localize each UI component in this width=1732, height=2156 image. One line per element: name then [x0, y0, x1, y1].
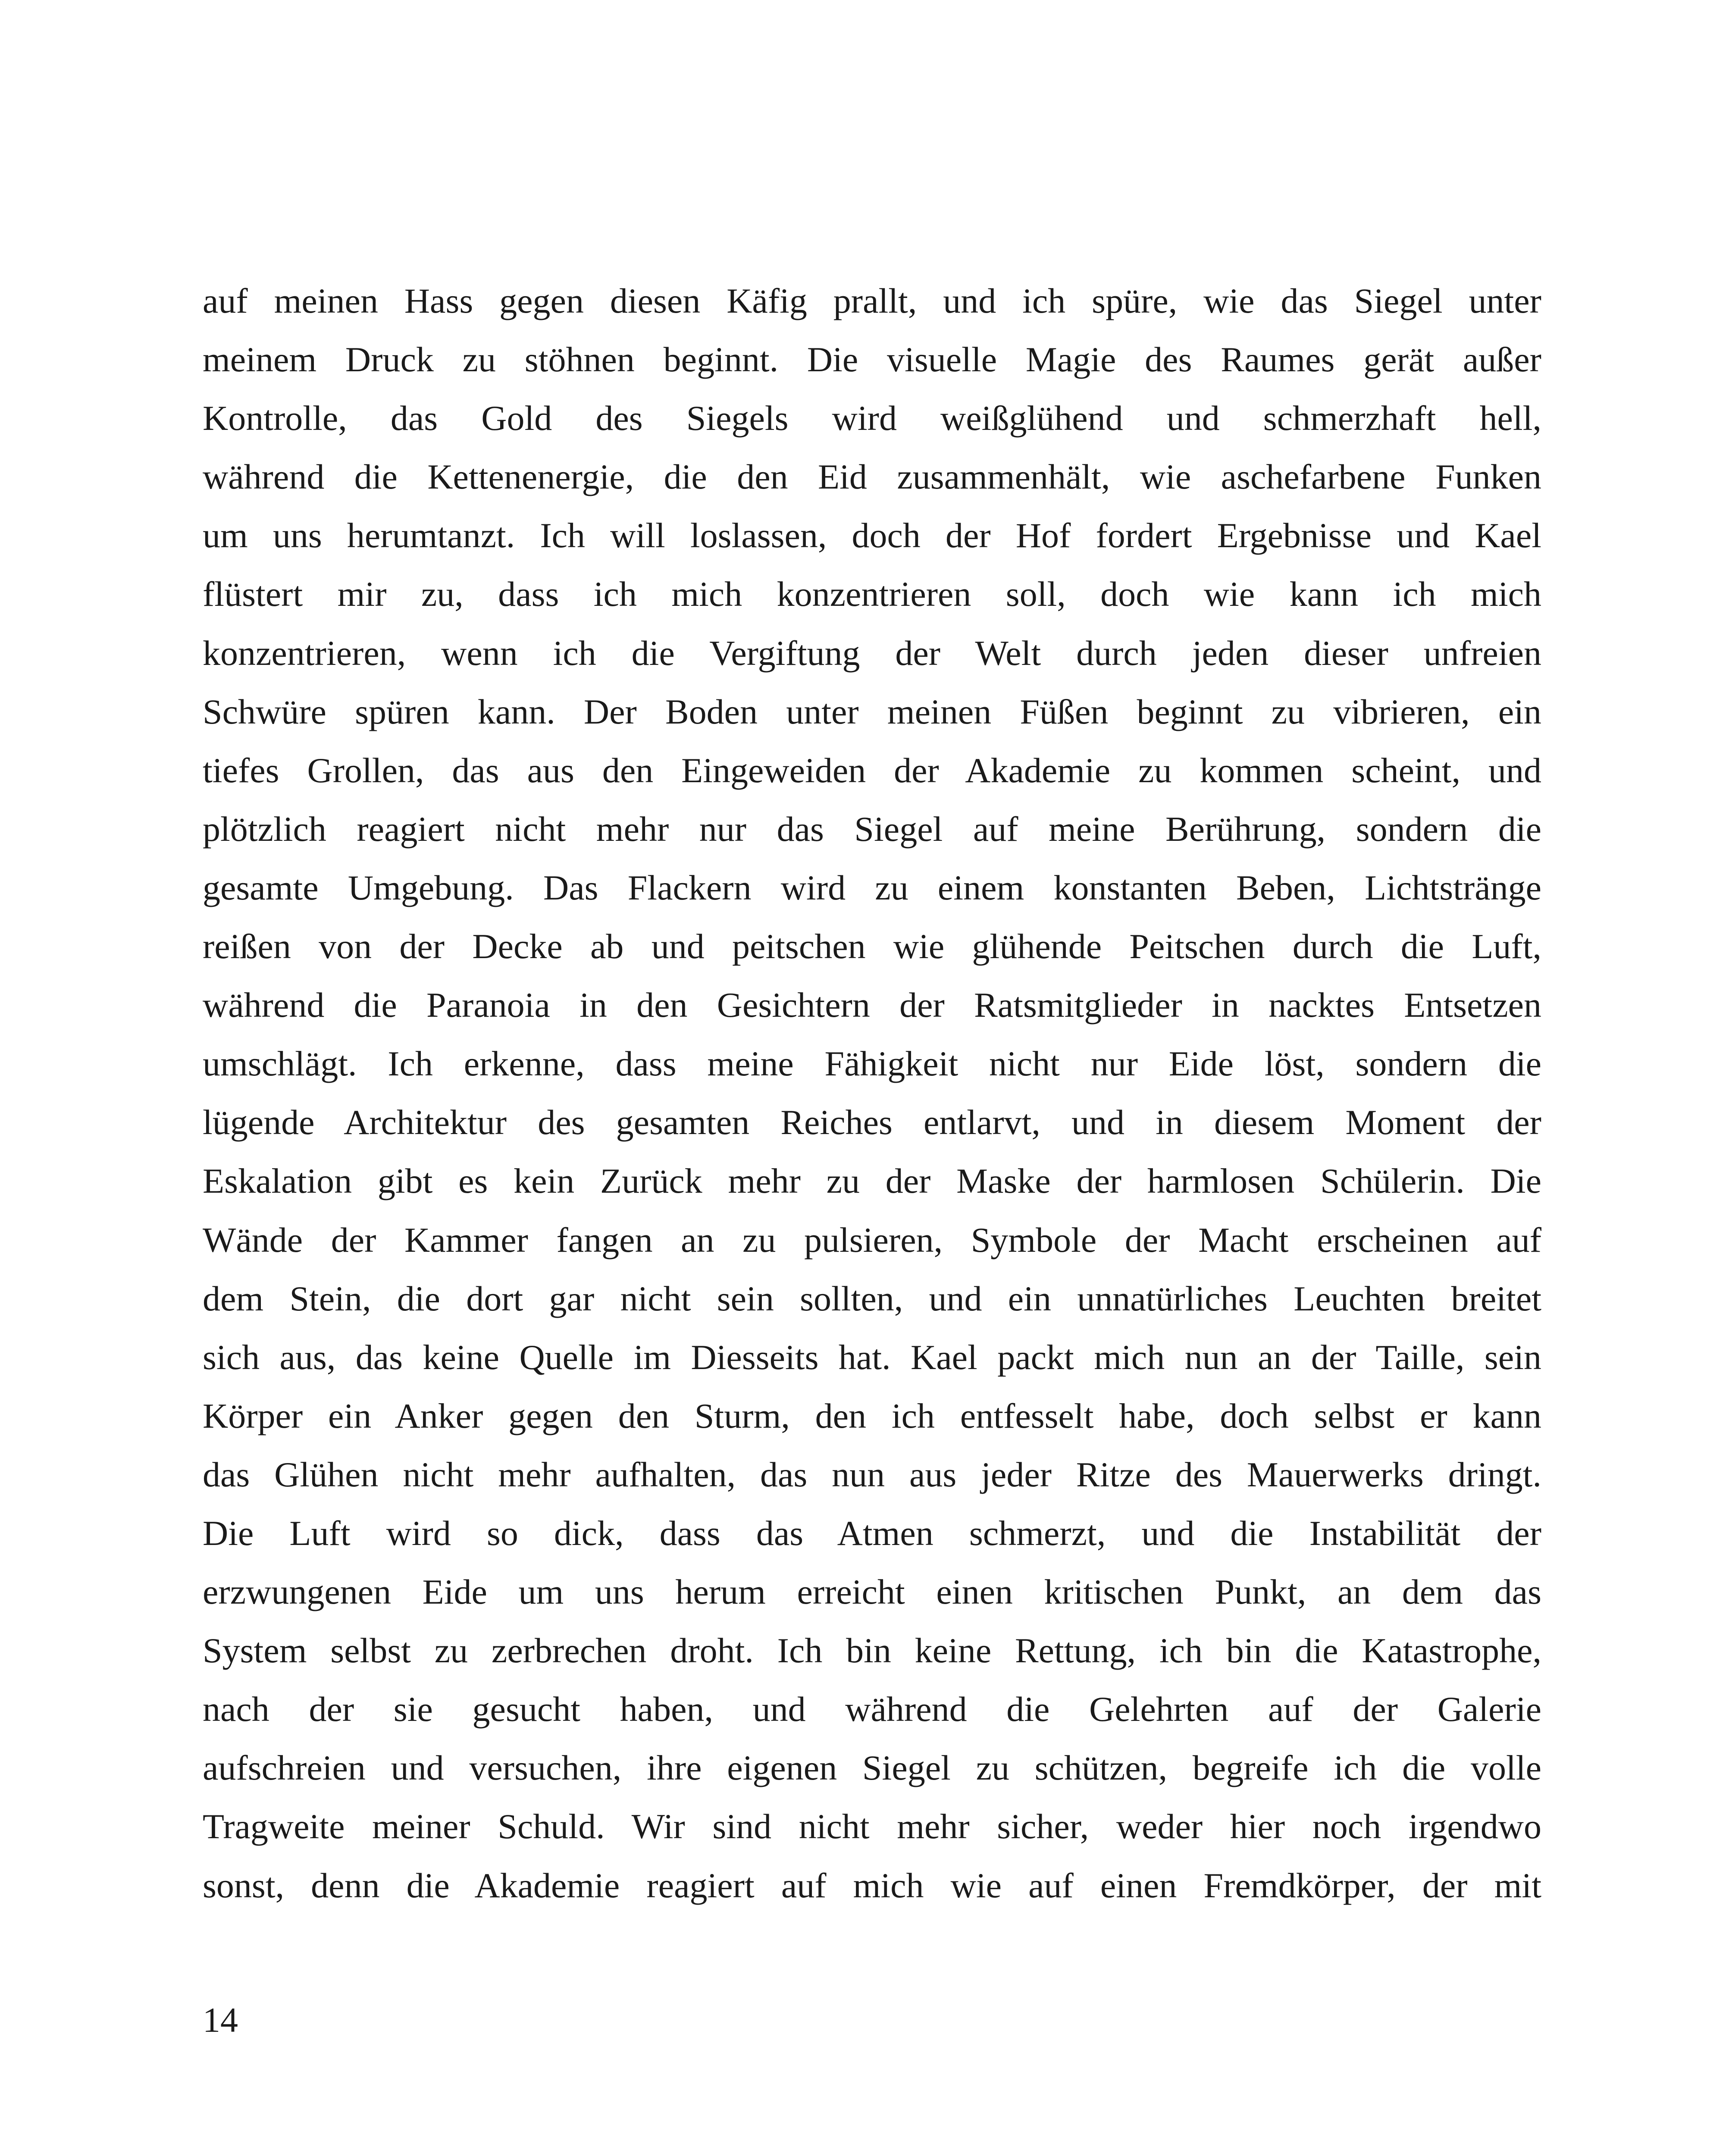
text-line: während die Paranoia in den Gesichtern der Ratsmitglieder in nacktes Entsetzen [203, 985, 1541, 1025]
text-line: Körper ein Anker gegen den Sturm, den ich entfesselt habe, doch selbst er kann [203, 1396, 1541, 1435]
text-line: Schwüre spüren kann. Der Boden unter meinen Füßen beginnt zu vibrieren, ein [203, 692, 1541, 731]
text-line: reißen von der Decke ab und peitschen wie glühende Peitschen durch die Luft, [203, 927, 1541, 966]
text-line: Eskalation gibt es kein Zurück mehr zu der Maske der harmlosen Schülerin. Die [203, 1161, 1541, 1201]
text-line: gesamte Umgebung. Das Flackern wird zu einem konstanten Beben, Lichtstränge [203, 868, 1541, 907]
text-line: plötzlich reagiert nicht mehr nur das Siegel auf meine Berührung, sondern die [203, 809, 1541, 849]
text-line: Tragweite meiner Schuld. Wir sind nicht mehr sicher, weder hier noch irgendwo [203, 1807, 1541, 1846]
text-line: meinem Druck zu stöhnen beginnt. Die visuelle Magie des Raumes gerät außer [203, 340, 1541, 379]
text-line: Kontrolle, das Gold des Siegels wird weißglühend und schmerzhaft hell, [203, 398, 1541, 438]
text-line: das Glühen nicht mehr aufhalten, das nun aus jeder Ritze des Mauerwerks dringt. [203, 1454, 1541, 1494]
text-line: dem Stein, die dort gar nicht sein sollten, und ein unnatürliches Leuchten breitet [203, 1279, 1541, 1318]
text-line: auf meinen Hass gegen diesen Käfig prallt, und ich spüre, wie das Siegel unter [203, 281, 1541, 320]
text-line: lügende Architektur des gesamten Reiches entlarvt, und in diesem Moment der [203, 1103, 1541, 1142]
text-line: Die Luft wird so dick, dass das Atmen schmerzt, und die Instabilität der [203, 1513, 1541, 1553]
text-line: nach der sie gesucht haben, und während die Gelehrten auf der Galerie [203, 1689, 1541, 1729]
text-line: aufschreien und versuchen, ihre eigenen Siegel zu schützen, begreife ich die volle [203, 1748, 1541, 1788]
text-line: um uns herumtanzt. Ich will loslassen, doch der Hof fordert Ergebnisse und Kael [203, 516, 1541, 555]
text-line: flüstert mir zu, dass ich mich konzentrieren soll, doch wie kann ich mich [203, 574, 1541, 614]
body-paragraph [203, 272, 1541, 1915]
text-line: konzentrieren, wenn ich die Vergiftung der Welt durch jeden dieser unfreien [203, 633, 1541, 673]
text-line: sich aus, das keine Quelle im Diesseits hat. Kael packt mich nun an der Taille, sein [203, 1337, 1541, 1377]
text-line: erzwungenen Eide um uns herum erreicht einen kritischen Punkt, an dem das [203, 1572, 1541, 1612]
text-line: während die Kettenenergie, die den Eid zusammenhält, wie aschefarbene Funken [203, 457, 1541, 497]
text-line: sonst, denn die Akademie reagiert auf mich wie auf einen Fremdkörper, der mit [203, 1865, 1541, 1905]
text-line: umschlägt. Ich erkenne, dass meine Fähigkeit nicht nur Eide löst, sondern die [203, 1044, 1541, 1084]
text-line: Wände der Kammer fangen an zu pulsieren, Symbole der Macht erscheinen auf [203, 1220, 1541, 1260]
page-number: 14 [203, 2000, 238, 2040]
text-line: System selbst zu zerbrechen droht. Ich bin keine Rettung, ich bin die Katastrophe, [203, 1631, 1541, 1670]
text-line: tiefes Grollen, das aus den Eingeweiden der Akademie zu kommen scheint, und [203, 750, 1541, 790]
